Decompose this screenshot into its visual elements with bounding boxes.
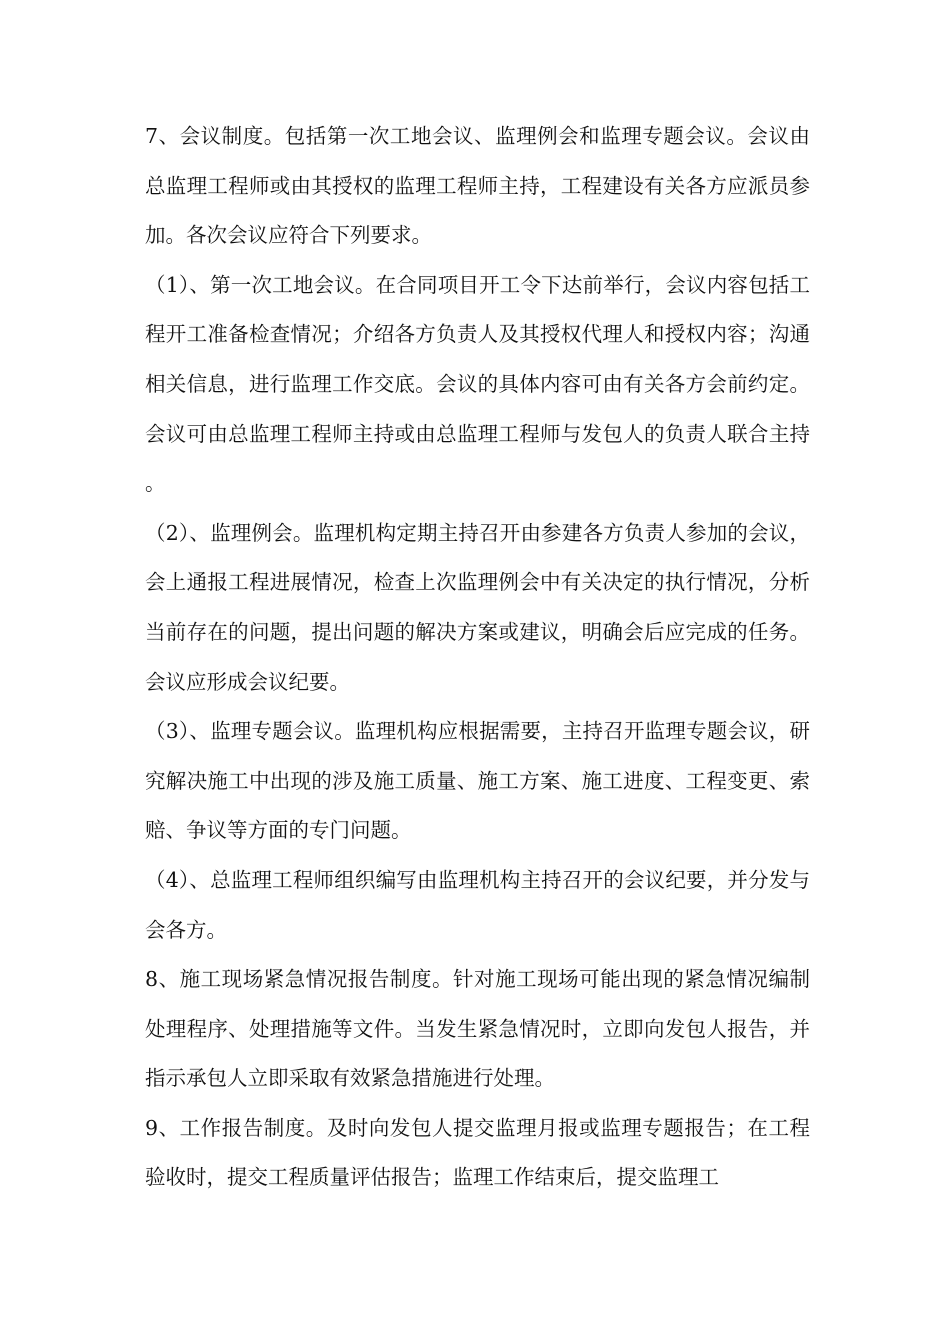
document-body [145,112,810,1203]
paragraph-first-site-meeting: （1）、第一次工地会议。在合同项目开工令下达前举行，会议内容包括工程开工准备检查情况；介绍各方负责人及其授权代理人和授权内容；沟通相关信息，进行监理工作交底。会议的具体内容可由有关各方会前约定。会议可由总监理工程师主持或由总监理工程师与发包人的负责人联合主持。 [145,272,810,496]
paragraph-meeting-minutes: （4）、总监理工程师组织编写由监理机构主持召开的会议纪要，并分发与会各方。 [145,867,810,942]
paragraph-emergency-report: 8、施工现场紧急情况报告制度。针对施工现场可能出现的紧急情况编制处理程序、处理措施等文件。当发生紧急情况时，立即向发包人报告，并指示承包人立即采取有效紧急措施进行处理。 [145,967,810,1091]
paragraph-special-meeting: （3）、监理专题会议。监理机构应根据需要，主持召开监理专题会议，研究解决施工中出现的涉及施工质量、施工方案、施工进度、工程变更、索赔、争议等方面的专门问题。 [145,719,810,843]
paragraph-meeting-system: 7、会议制度。包括第一次工地会议、监理例会和监理专题会议。会议由总监理工程师或由其授权的监理工程师主持，工程建设有关各方应派员参加。各次会议应符合下列要求。 [145,124,810,248]
paragraph-work-report: 9、工作报告制度。及时向发包人提交监理月报或监理专题报告；在工程验收时，提交工程质量评估报告；监理工作结束后，提交监理工 [145,1115,810,1190]
paragraph-regular-meeting: （2）、监理例会。监理机构定期主持召开由参建各方负责人参加的会议，会上通报工程进展情况，检查上次监理例会中有关决定的执行情况，分析当前存在的问题，提出问题的解决方案或建议，明确会后应完成的任务。会议应形成会议纪要。 [145,520,810,694]
